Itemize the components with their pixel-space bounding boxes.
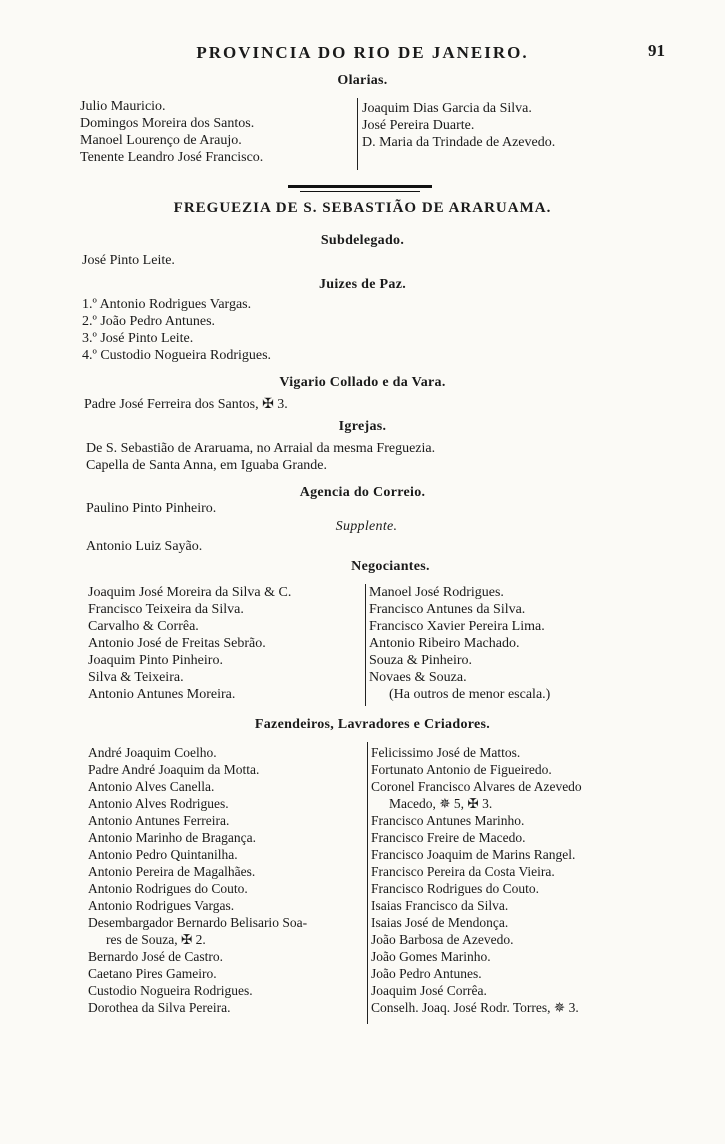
list-item: Antonio Rodrigues do Couto.: [88, 881, 248, 896]
list-item: João Barbosa de Azevedo.: [371, 932, 514, 947]
list-item: (Ha outros de menor escala.): [389, 687, 551, 702]
column-divider: [367, 742, 368, 1024]
list-item: Antonio Rodrigues Vargas.: [88, 898, 235, 913]
list-item: Francisco Xavier Pereira Lima.: [369, 619, 545, 634]
section-rule: [288, 185, 432, 188]
list-item: Padre André Joaquim da Motta.: [88, 762, 260, 777]
negociantes-right-column: [369, 584, 550, 703]
list-item: Desembargador Bernardo Belisario Soa-: [88, 915, 308, 930]
list-item: Manoel José Rodrigues.: [369, 585, 504, 600]
column-divider: [357, 98, 358, 170]
list-item: 1.º Antonio Rodrigues Vargas.: [82, 297, 252, 312]
list-item: Caetano Pires Gameiro.: [88, 966, 217, 981]
list-item: Padre José Ferreira dos Santos, ✠ 3.: [84, 397, 288, 412]
list-item: Joaquim José Moreira da Silva & C.: [88, 585, 292, 600]
list-item: Antonio Ribeiro Machado.: [369, 636, 520, 651]
list-item: Francisco Antunes Marinho.: [371, 813, 525, 828]
list-item: Francisco Pereira da Costa Vieira.: [371, 864, 555, 879]
list-item: Fortunato Antonio de Figueiredo.: [371, 762, 552, 777]
juizes-heading: Juizes de Paz.: [318, 277, 407, 292]
list-item: Francisco Joaquim de Marins Rangel.: [371, 847, 576, 862]
list-item: Antonio Alves Canella.: [88, 779, 215, 794]
list-item: Antonio Antunes Moreira.: [88, 687, 236, 702]
list-item: Antonio Antunes Ferreira.: [88, 813, 230, 828]
list-item: Francisco Antunes da Silva.: [369, 602, 526, 617]
negociantes-heading: Negociantes.: [351, 559, 430, 574]
list-item: Joaquim José Corrêa.: [371, 983, 487, 998]
list-item: D. Maria da Trindade de Azevedo.: [362, 135, 556, 150]
page-number: 91: [648, 41, 665, 60]
list-item: Antonio Pedro Quintanilha.: [88, 847, 238, 862]
negociantes-left-column: [88, 584, 291, 703]
correio-heading: Agencia do Correio.: [299, 485, 426, 500]
list-item: Coronel Francisco Alvares de Azevedo: [371, 779, 582, 794]
igrejas-heading: Igrejas.: [338, 419, 387, 434]
list-item: Julio Mauricio.: [80, 99, 166, 114]
list-item: Felicissimo José de Mattos.: [371, 745, 521, 760]
list-item: Capella de Santa Anna, em Iguaba Grande.: [86, 458, 328, 473]
list-item: 3.º José Pinto Leite.: [82, 331, 194, 346]
subdelegado-heading: Subdelegado.: [320, 233, 405, 248]
list-item: Antonio José de Freitas Sebrão.: [88, 636, 266, 651]
list-item: Tenente Leandro José Francisco.: [80, 150, 264, 165]
list-item: Paulino Pinto Pinheiro.: [86, 501, 217, 516]
olarias-heading: Olarias.: [337, 73, 388, 88]
column-divider: [365, 584, 366, 706]
list-item: Manoel Lourenço de Araujo.: [80, 133, 242, 148]
list-item: José Pereira Duarte.: [362, 118, 475, 133]
list-item: Francisco Teixeira da Silva.: [88, 602, 244, 617]
olarias-right-column: [362, 100, 555, 151]
olarias-left-column: [80, 98, 263, 166]
list-item: Dorothea da Silva Pereira.: [88, 1000, 231, 1015]
section-rule-thin: [300, 191, 420, 192]
list-item: Antonio Pereira de Magalhães.: [88, 864, 256, 879]
list-item: Isaias Francisco da Silva.: [371, 898, 509, 913]
list-item: Novaes & Souza.: [369, 670, 467, 685]
list-item: Francisco Rodrigues do Couto.: [371, 881, 539, 896]
list-item: Antonio Alves Rodrigues.: [88, 796, 229, 811]
list-item: João Pedro Antunes.: [371, 966, 482, 981]
juizes-list: [82, 296, 271, 364]
list-item: Carvalho & Corrêa.: [88, 619, 199, 634]
list-item: Joaquim Dias Garcia da Silva.: [362, 101, 532, 116]
list-item: Domingos Moreira dos Santos.: [80, 116, 255, 131]
list-item: 4.º Custodio Nogueira Rodrigues.: [82, 348, 272, 363]
list-item: 2.º João Pedro Antunes.: [82, 314, 216, 329]
list-item: Francisco Freire de Macedo.: [371, 830, 526, 845]
list-item: Joaquim Pinto Pinheiro.: [88, 653, 223, 668]
list-item: res de Souza, ✠ 2.: [106, 932, 206, 947]
list-item: Conselh. Joaq. José Rodr. Torres, ✵ 3.: [371, 1000, 579, 1015]
list-item: Macedo, ✵ 5, ✠ 3.: [389, 796, 493, 811]
fazendeiros-heading: Fazendeiros, Lavradores e Criadores.: [254, 717, 491, 732]
list-item: André Joaquim Coelho.: [88, 745, 217, 760]
list-item: Silva & Teixeira.: [88, 670, 184, 685]
igrejas-list: [86, 440, 435, 474]
fazendeiros-left-column: [88, 744, 307, 1016]
supplente-heading: Supplente.: [335, 519, 398, 534]
list-item: João Gomes Marinho.: [371, 949, 491, 964]
list-item: José Pinto Leite.: [82, 253, 175, 268]
vigario-heading: Vigario Collado e da Vara.: [279, 375, 446, 390]
freguezia-title: FREGUEZIA DE S. SEBASTIÃO DE ARARUAMA.: [173, 200, 552, 216]
list-item: Bernardo José de Castro.: [88, 949, 223, 964]
list-item: Antonio Marinho de Bragança.: [88, 830, 256, 845]
list-item: De S. Sebastião de Araruama, no Arraial da mesma Freguezia.: [86, 441, 436, 456]
page-header-title: PROVINCIA DO RIO DE JANEIRO.: [196, 43, 529, 62]
list-item: Custodio Nogueira Rodrigues.: [88, 983, 253, 998]
list-item: Isaias José de Mendonça.: [371, 915, 509, 930]
list-item: Antonio Luiz Sayão.: [86, 539, 203, 554]
list-item: Souza & Pinheiro.: [369, 653, 473, 668]
fazendeiros-right-column: [371, 744, 582, 1016]
